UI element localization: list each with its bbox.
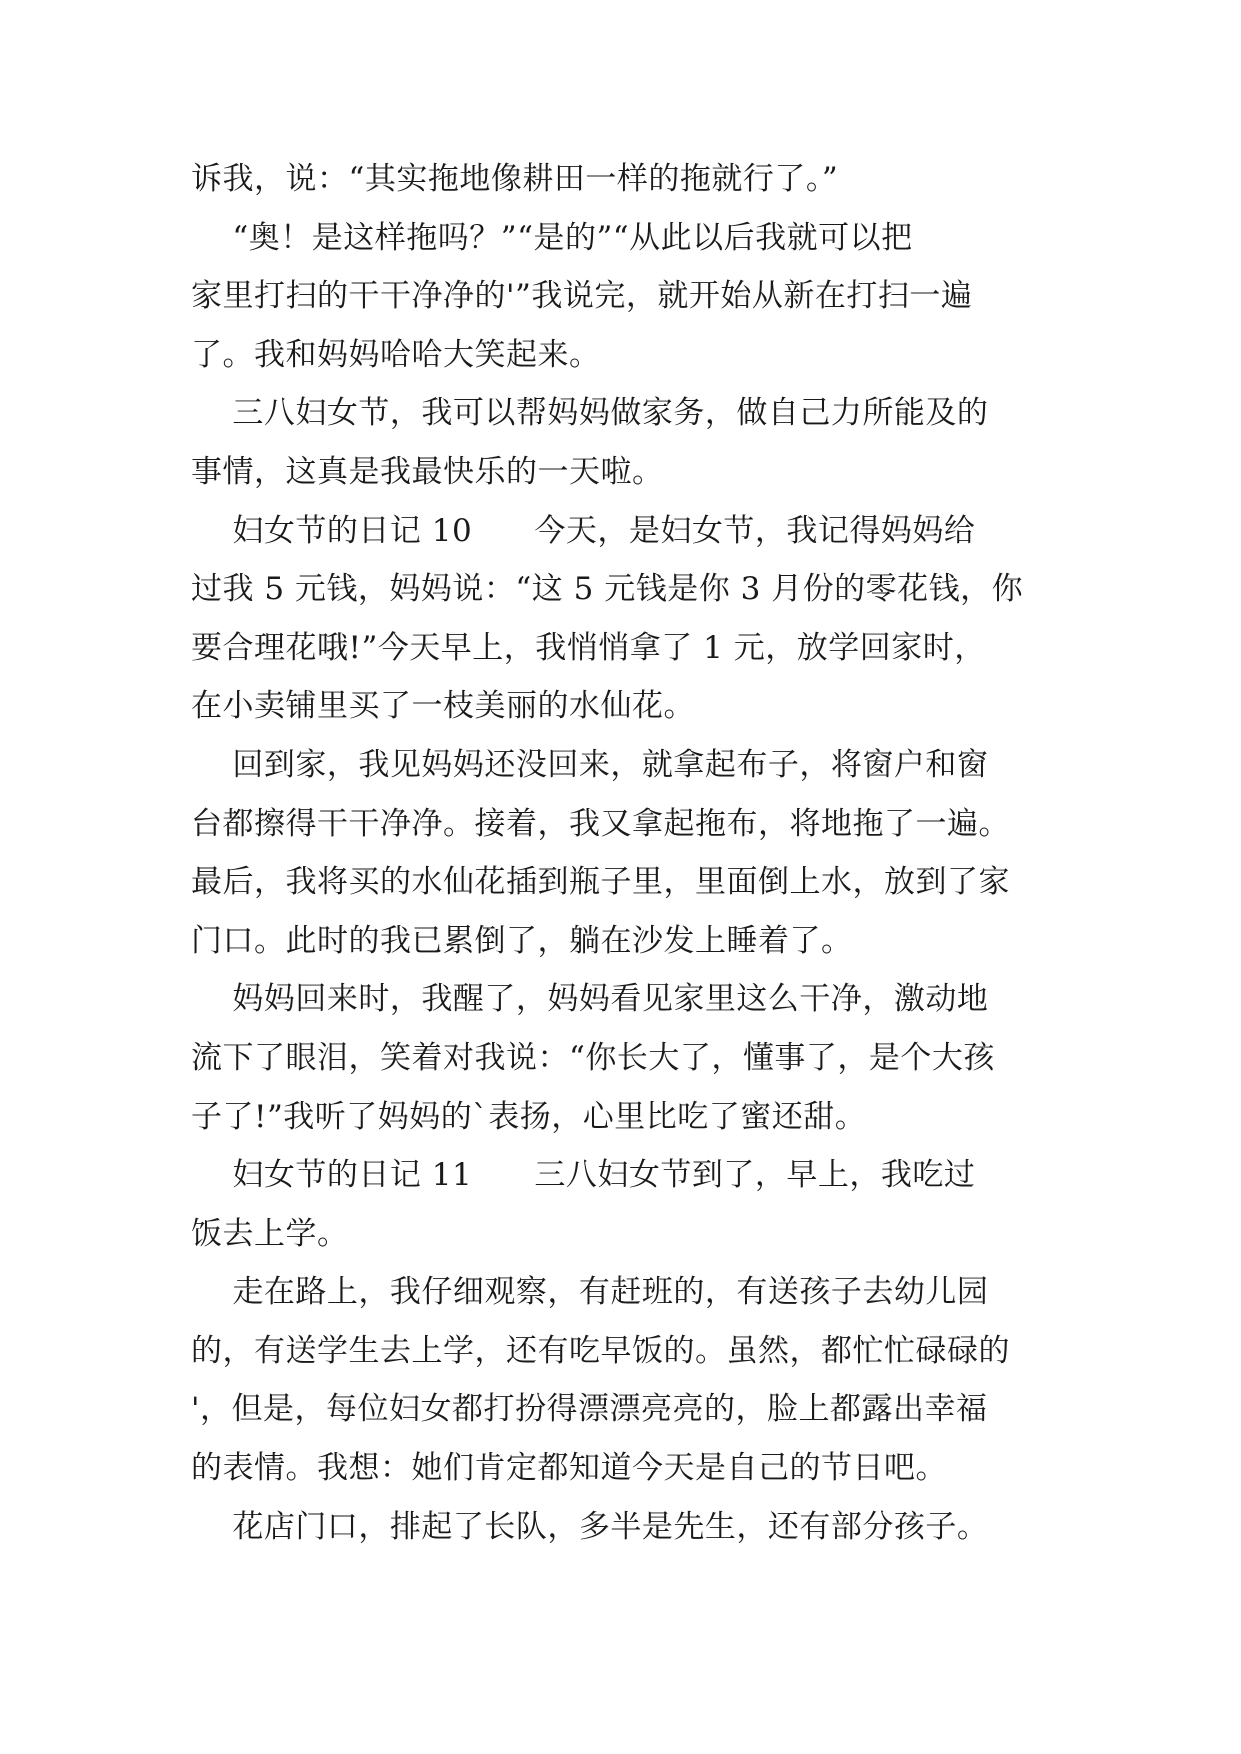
text-line: 饭去上学。 [191, 1215, 349, 1252]
text-line: 流下了眼泪，笑着对我说：“你长大了，懂事了，是个大孩 [191, 1039, 995, 1076]
text-line: 过我 5 元钱，妈妈说：“这 5 元钱是你 3 月份的零花钱，你 [191, 571, 1024, 608]
text-line: 了。我和妈妈哈哈大笑起来。 [191, 336, 601, 373]
text-line: “奥！是这样拖吗？”“是的”“从此以后我就可以把 [191, 219, 913, 256]
text-line: 家里打扫的干干净净的'”我说完，就开始从新在打扫一遍 [191, 278, 973, 315]
text-line: '，但是，每位妇女都打扮得漂漂亮亮的，脸上都露出幸福 [191, 1391, 988, 1428]
text-line: 门口。此时的我已累倒了，躺在沙发上睡着了。 [191, 922, 853, 959]
text-line: 子了!”我听了妈妈的`表扬，心里比吃了蜜还甜。 [191, 1098, 867, 1135]
text-line: 要合理花哦!”今天早上，我悄悄拿了 1 元，放学回家时， [191, 629, 986, 666]
text-line: 妇女节的日记 11 三八妇女节到了，早上，我吃过 [191, 1157, 976, 1194]
text-line: 事情，这真是我最快乐的一天啦。 [191, 453, 664, 490]
text-line: 最后，我将买的水仙花插到瓶子里，里面倒上水，放到了家 [191, 864, 1010, 901]
text-line: 花店门口，排起了长队，多半是先生，还有部分孩子。 [191, 1508, 989, 1545]
text-line: 走在路上，我仔细观察，有赶班的，有送孩子去幼儿园 [191, 1274, 989, 1311]
text-line: 的表情。我想：她们肯定都知道今天是自己的节日吧。 [191, 1450, 947, 1487]
text-line: 三八妇女节，我可以帮妈妈做家务，做自己力所能及的 [191, 395, 989, 432]
text-line: 的，有送学生去上学，还有吃早饭的。虽然，都忙忙碌碌的 [191, 1332, 1010, 1369]
text-line: 妇女节的日记 10 今天，是妇女节，我记得妈妈给 [191, 512, 976, 549]
text-line: 在小卖铺里买了一枝美丽的水仙花。 [191, 688, 695, 725]
text-line: 回到家，我见妈妈还没回来，就拿起布子，将窗户和窗 [191, 746, 989, 783]
body-text [191, 150, 1071, 1556]
text-line: 诉我，说：“其实拖地像耕田一样的拖就行了。” [191, 161, 839, 197]
text-line: 台都擦得干干净净。接着，我又拿起拖布，将地拖了一遍。 [191, 805, 1010, 842]
text-line: 妈妈回来时，我醒了，妈妈看见家里这么干净，激动地 [191, 981, 989, 1018]
